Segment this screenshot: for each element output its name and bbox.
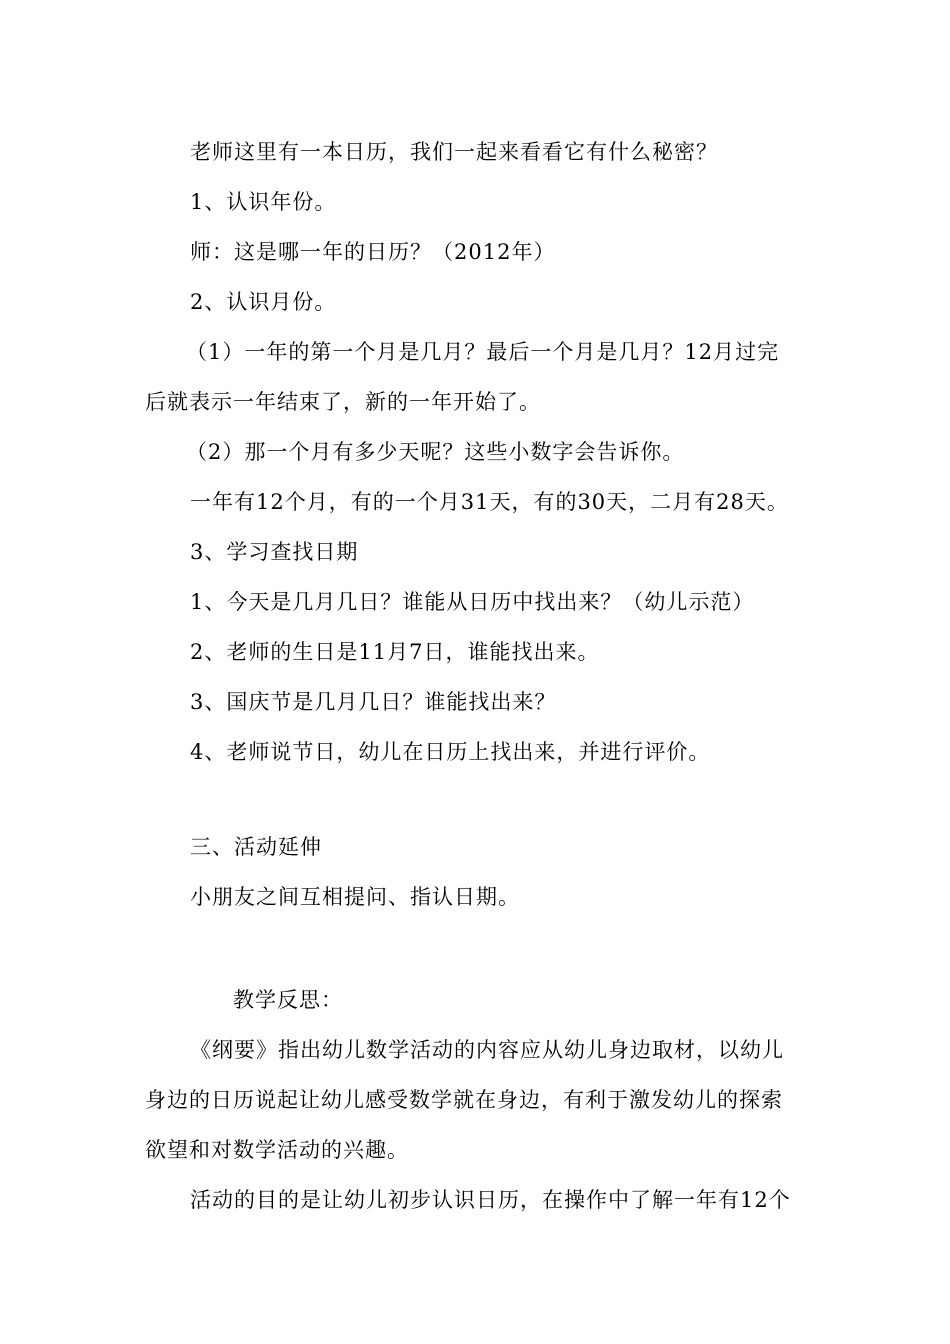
text-line: 小朋友之间互相提问、指认日期。	[190, 885, 520, 909]
text-line: （2）那一个月有多少天呢？这些小数字会告诉你。	[186, 440, 685, 464]
text-line: 1、今天是几月几日？谁能从日历中找出来？（幼儿示范）	[190, 590, 755, 614]
text-line: 身边的日历说起让幼儿感受数学就在身边，有利于激发幼儿的探索	[145, 1088, 783, 1112]
text-line: 2、认识月份。	[190, 290, 337, 314]
text-line: 欲望和对数学活动的兴趣。	[145, 1138, 409, 1162]
text-line: 3、国庆节是几月几日？谁能找出来？	[190, 690, 557, 714]
text-line: 活动的目的是让幼儿初步认识日历，在操作中了解一年有12个	[190, 1188, 791, 1212]
text-line: 一年有12个月，有的一个月31天，有的30天，二月有28天。	[190, 490, 789, 514]
section-heading: 三、活动延伸	[190, 835, 322, 859]
text-line: 师：这是哪一年的日历？（2012年）	[190, 240, 556, 264]
text-line: 《纲要》指出幼儿数学活动的内容应从幼儿身边取材，以幼儿	[190, 1038, 784, 1062]
text-line: 老师这里有一本日历，我们一起来看看它有什么秘密？	[190, 140, 718, 164]
text-line: 2、老师的生日是11月7日，谁能找出来。	[190, 640, 600, 664]
section-heading: 教学反思：	[233, 988, 343, 1012]
text-line: 3、学习查找日期	[190, 540, 359, 564]
text-line: 后就表示一年结束了，新的一年开始了。	[145, 390, 541, 414]
text-line: 4、老师说节日，幼儿在日历上找出来，并进行评价。	[190, 740, 711, 764]
text-line: 1、认识年份。	[190, 190, 337, 214]
text-line: （1）一年的第一个月是几月？最后一个月是几月？12月过完	[186, 340, 780, 364]
